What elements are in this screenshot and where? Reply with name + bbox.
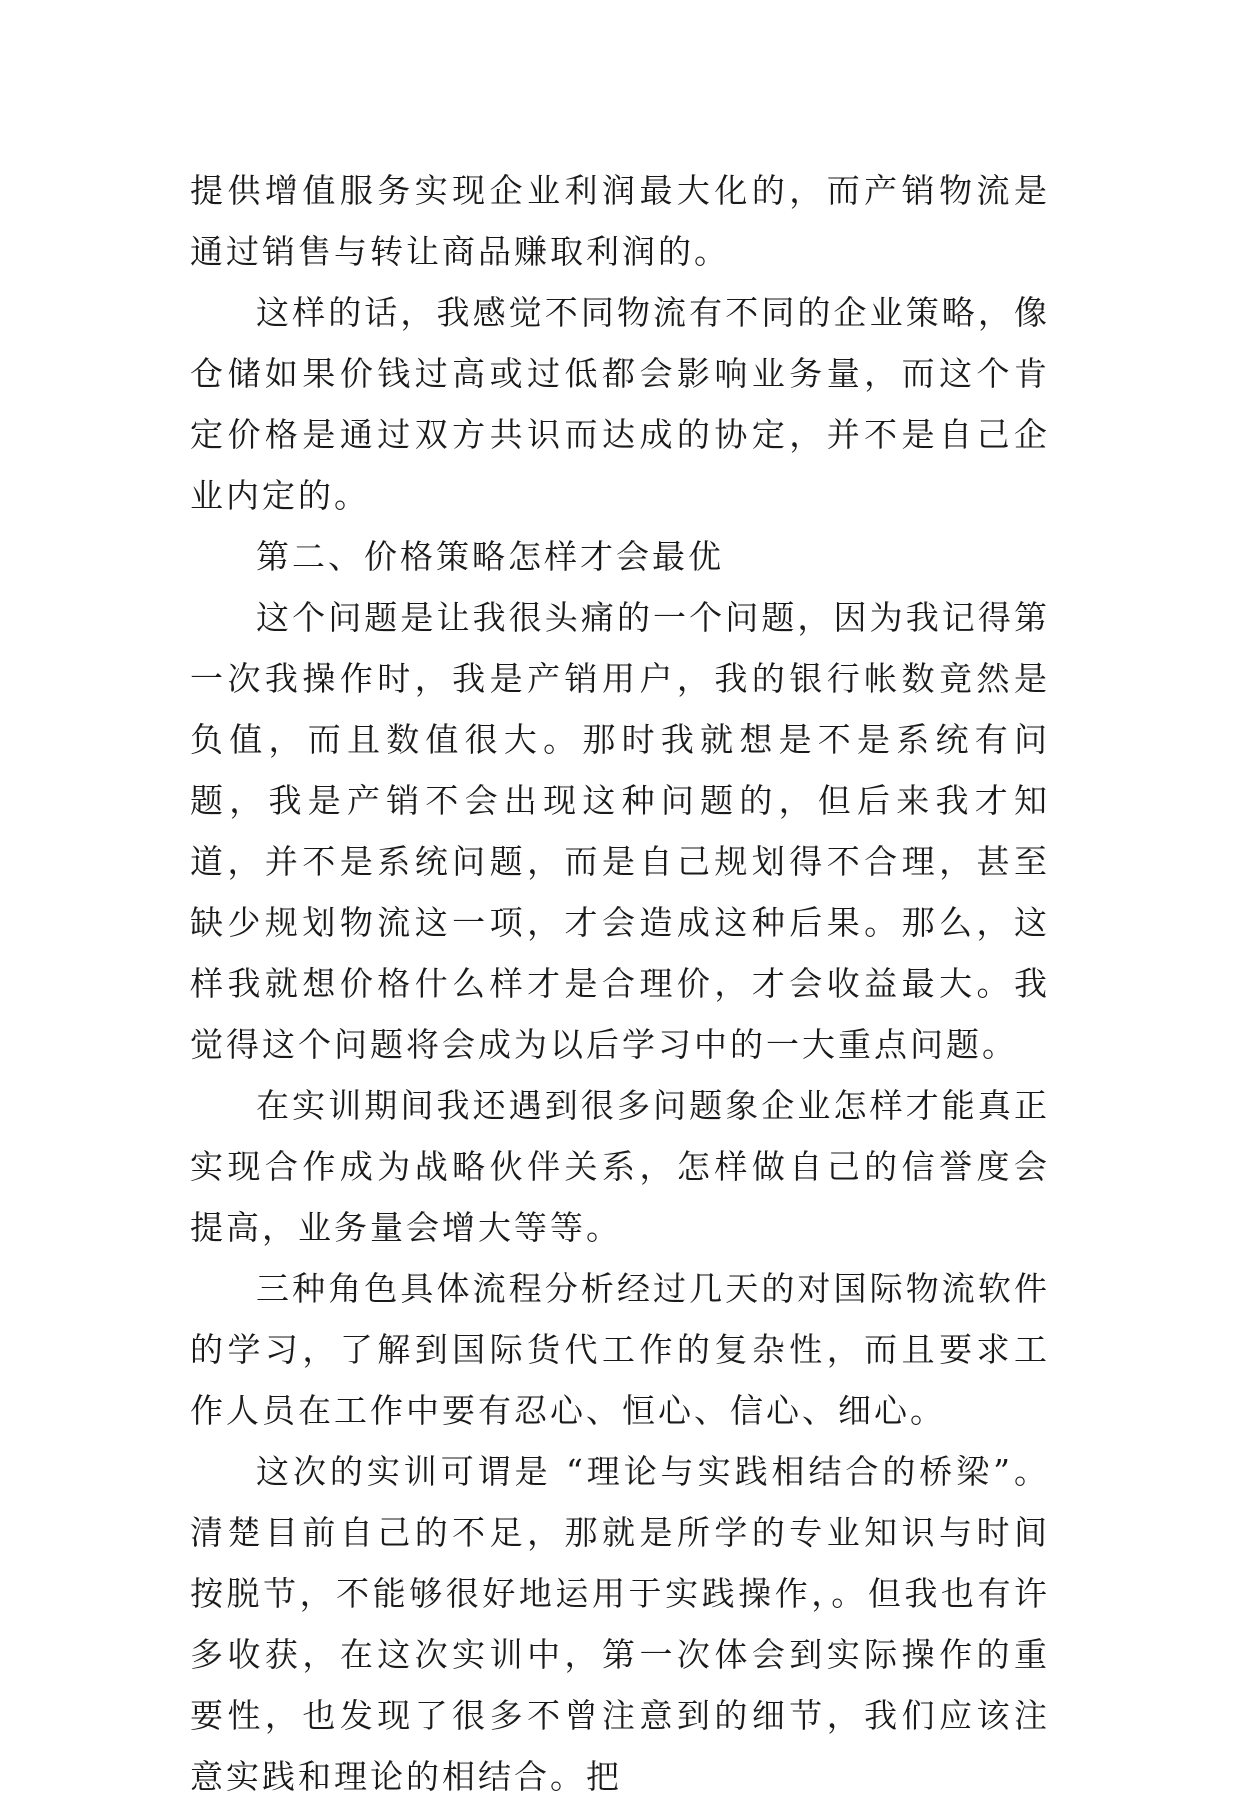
paragraph-price-problem: 这个问题是让我很头痛的一个问题，因为我记得第一次我操作时，我是产销用户，我的银行帐数竟然是负值，而且数值很大。那时我就想是不是系统有问题，我是产销不会出现这种问题的，但后来我才知道，并不是系统问题，而是自己规划得不合理，甚至缺少规划物流这一项，才会造成这种后果。那么，这样我就想价格什么样才是合理价，才会收益最大。我觉得这个问题将会成为以后学习中的一大重点问题。 <box>190 598 1050 1064</box>
document-body <box>190 160 1050 1807</box>
paragraph-training-problems: 在实训期间我还遇到很多问题象企业怎样才能真正实现合作成为战略伙伴关系，怎样做自己的信誉度会提高，业务量会增大等等。 <box>190 1086 1050 1247</box>
paragraph-training-summary: 这次的实训可谓是 “理论与实践相结合的桥梁”。 清楚目前自己的不足，那就是所学的专业知识与时间按脱节，不能够很好地运用于实践操作，。但我也有许多收获，在这次实训中，第一次体会到实际操作的重要性，也发现了很多不曾注意到的细节，我们应该注意实践和理论的相结合。把 <box>190 1452 1050 1796</box>
section-heading-price-strategy: 第二、价格策略怎样才会最优 <box>256 537 724 576</box>
paragraph-three-roles: 三种角色具体流程分析经过几天的对国际物流软件的学习，了解到国际货代工作的复杂性，而且要求工作人员在工作中要有忍心、恒心、信心、细心。 <box>190 1269 1050 1430</box>
paragraph-warehouse-strategy: 这样的话，我感觉不同物流有不同的企业策略，像仓储如果价钱过高或过低都会影响业务量，而这个肯定价格是通过双方共识而达成的协定，并不是自己企业内定的。 <box>190 293 1050 515</box>
paragraph-continued: 提供增值服务实现企业利润最大化的，而产销物流是通过销售与转让商品赚取利润的。 <box>190 171 1050 271</box>
